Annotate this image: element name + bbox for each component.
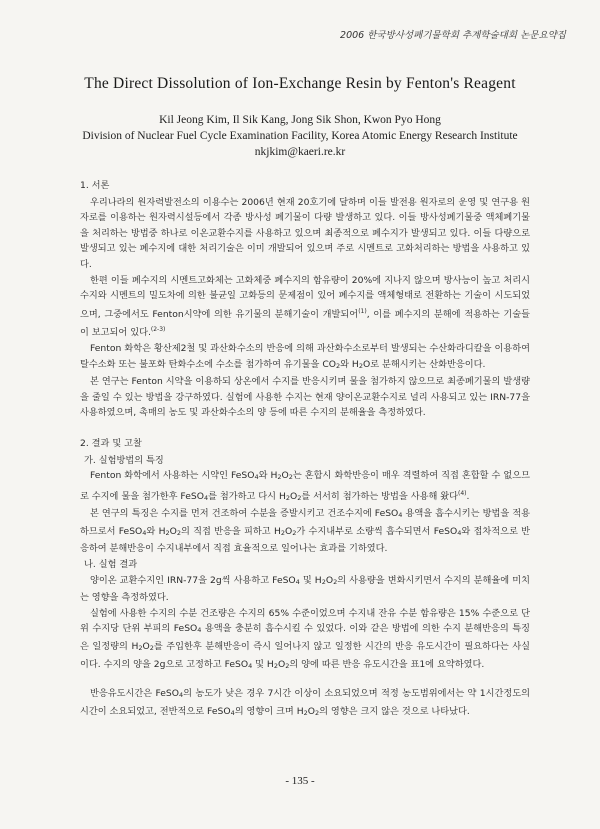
subscript: 2 xyxy=(315,708,320,717)
text-run: 반응유도시간은 FeSO xyxy=(90,688,179,700)
paragraph xyxy=(80,273,530,341)
text-run: 와 H xyxy=(146,525,166,537)
text-run: . xyxy=(466,490,470,502)
journal-header: 2006 한국방사성폐기물학회 추계학술대회 논문요약집 xyxy=(340,30,566,41)
text-run: Fenton 화학에서 사용하는 시약인 FeSO xyxy=(90,470,255,482)
section-heading: 1. 서론 xyxy=(80,180,110,191)
citation: (1) xyxy=(358,307,367,315)
text-run: O xyxy=(281,470,289,482)
subscript: 2 xyxy=(273,661,278,670)
text-run: 는 혼합시 화학반응이 매우 격렬하여 직접 혼합할 수 없으므로 수지에 물을 첨가한후 FeSO xyxy=(80,470,530,502)
section-heading: 2. 결과 및 고찰 xyxy=(80,437,142,449)
subscript: 2 xyxy=(176,528,181,537)
citation: (4) xyxy=(458,489,467,497)
subscript: 2 xyxy=(280,528,285,537)
section-introduction xyxy=(80,178,530,421)
text-run: 를 서서히 첨가하는 방법을 사용해 왔다 xyxy=(301,490,458,502)
subscript: 2 xyxy=(333,577,338,586)
text-run: O xyxy=(277,658,286,670)
text-run: 용액을 흡수시키는 방법을 적용하므로서 FeSO xyxy=(80,508,530,537)
subscript: 4 xyxy=(203,493,209,502)
citation: (2-3) xyxy=(150,326,166,334)
text-run: 양이온 교환수지인 IRN-77을 2g씩 사용하고 FeSO xyxy=(90,574,296,586)
text-run: 를 주입한후 분해반응이 즉시 일어나지 않고 일정한 시간의 반응 유도시간이 필요하다는 사실이다. 수지의 양을 2g으로 고정하고 FeSO xyxy=(80,641,530,670)
author-email: nkjkim@kaeri.re.kr xyxy=(254,146,346,158)
text-run: 및 H xyxy=(299,574,322,586)
subscript: 4 xyxy=(248,661,253,670)
subscript: 4 xyxy=(295,577,300,586)
subscript: 2 xyxy=(138,644,143,653)
subsection-heading: 가. 실험방법의 특징 xyxy=(84,454,164,466)
paragraph xyxy=(80,606,530,674)
subscript: 2 xyxy=(335,361,341,370)
section-results xyxy=(80,436,530,722)
subscript: 2 xyxy=(285,661,290,670)
paragraph: 본 연구는 Fenton 시약을 이용하되 상온에서 수지를 반응시키며 물을 첨가하지 않으므로 최종폐기물의 발생량을 줄일 수 있는 방법을 강구하였다. 실험에 사용한 수지는 현재 양이온교환수지로 널리 사용되고 있는 IRN-77을 사용하였으며, 촉매의 농도 및 과산화수소의 양 등에 따른 수지의 분해율을 측정하였다. xyxy=(80,376,530,419)
paper-body xyxy=(80,178,530,721)
text-run: 및 H xyxy=(252,658,274,670)
subscript: 4 xyxy=(230,708,235,717)
paragraph xyxy=(80,506,530,557)
subscript: 2 xyxy=(288,473,293,482)
text-run: O xyxy=(142,641,150,653)
subscript: 4 xyxy=(457,528,462,537)
subscript: 4 xyxy=(197,626,202,635)
page-number: - 135 - xyxy=(285,775,315,787)
text-run: O xyxy=(290,490,298,502)
paragraph: 우리나라의 원자력발전소의 이용수는 2006년 현재 20호기에 달하며 이들 발전용 원자로의 운영 및 연구용 원자로를 이용하는 원자력시설등에서 각종 방사성 폐기물이 다량 발생하고 있다. 이들 방사성폐기물중 액체폐기물을 처리하는 방법중 하나로 이온교환수지를 사용하고 있으며 최종적으로 폐수지가 발생되고 있다. 이들 다량으로 발생되고 있는 폐수지에 대한 처리기술은 이미 개발되어 있으며 주로 시멘트로 고화처리하는 방법을 사용하고 있다. xyxy=(80,196,530,270)
subscript: 2 xyxy=(285,493,291,502)
subscript: 2 xyxy=(321,577,326,586)
paragraph xyxy=(80,341,530,374)
subscript: 2 xyxy=(277,473,282,482)
subscript: 4 xyxy=(178,691,184,700)
text-run: 의 직접 반응을 피하고 H xyxy=(181,525,281,537)
text-run: 를 첨가하고 다시 H xyxy=(208,490,286,502)
subscript: 2 xyxy=(292,528,297,537)
paragraph xyxy=(80,573,530,606)
text-run: 의 양에 따른 반응 유도시간을 표1에 요약하였다. xyxy=(289,658,485,670)
paragraph xyxy=(80,686,530,721)
author-names: Kil Jeong Kim, Il Sik Kang, Jong Sik Shon, Kwon Pyo Hong xyxy=(159,114,441,126)
paper-title: The Direct Dissolution of Ion-Exchange Resin by Fenton's Reagent xyxy=(84,75,516,92)
text-run: 의 사용량을 변화시키면서 수지의 분해율에 미치는 영향을 측정하였다. xyxy=(80,574,530,604)
subscript: 4 xyxy=(142,528,147,537)
text-run: 와 접차적으로 반응하여 분해반응이 수지내부에서 직접 효율적으로 일어나는 효과를 기하였다. xyxy=(80,525,531,555)
text-run: O xyxy=(169,525,177,537)
subscript: 4 xyxy=(254,473,259,482)
subscript: 2 xyxy=(165,528,170,537)
subscript: 2 xyxy=(149,644,154,653)
affiliation: Division of Nuclear Fuel Cycle Examination Facility, Korea Atomic Energy Research Institute xyxy=(82,130,518,142)
text-run: 실험에 사용한 수지의 수분 건조량은 수지의 65% 수준이었으며 수지내 잔유 수분 함유량은 15% 수준으로 단위 수지당 단위 부피의 FeSO xyxy=(80,607,530,635)
subscript: 2 xyxy=(297,493,302,502)
author-block xyxy=(0,112,600,160)
text-run: O로 분해시키는 산화반응이다. xyxy=(362,358,486,370)
text-run: 한편 이들 폐수지의 시멘트고화체는 고화체중 폐수지의 함유량이 20%에 지나지 않으며 방사능이 높고 처리시 수지와 시멘트의 밀도차에 의한 불균일 고화등의 문제점이 있어 폐수지를 액체형태로 전환하는 기술이 시도되었으며, 그중에서도 Fenton시약에 의한 유기물의 분해기술이 개발되어 xyxy=(80,274,530,320)
text-run: 의 영향이 크며 H xyxy=(234,705,304,717)
text-run: 의 농도가 낮은 경우 7시간 이상이 소요되었으며 적정 농도범위에서는 약 1시간정도의 시간이 소요되었고, 전반적으로 FeSO xyxy=(80,688,530,717)
text-run: 와 H xyxy=(258,470,278,482)
text-run: 의 영향은 크지 않은 것으로 나타났다. xyxy=(319,705,470,717)
text-run: 본 연구의 특징은 수지를 먼저 건조하여 수분을 증발시키고 건조수지에 FeSO xyxy=(90,508,399,520)
paragraph xyxy=(80,468,530,506)
text-run: Fenton 화학은 황산제2철 및 과산화수소의 반응에 의해 과산화수소로부터 발생되는 수산화라디칼을 이용하여 탈수소화 또는 불포화 탄화수소에 수소를 첨가하여 유기물을 CO xyxy=(80,342,530,370)
text-run: O xyxy=(307,705,315,717)
text-run: O xyxy=(325,574,334,586)
subscript: 2 xyxy=(303,708,308,717)
subscript: 4 xyxy=(398,511,403,520)
text-run: 와 H xyxy=(340,358,359,370)
text-run: 용액을 충분히 흡수시킬 수 있었다. 이와 같은 방법에 의한 수지 분해반응의 특징은 일정량의 H xyxy=(80,623,530,653)
text-run: 가 수지내부로 소량씩 흡수되면서 FeSO xyxy=(296,525,458,537)
text-run: O xyxy=(285,525,293,537)
text-run: , 이를 폐수지의 분해에 적용하는 기술들이 보고되어 있다. xyxy=(80,308,531,339)
subscript: 2 xyxy=(358,361,363,370)
subsection-heading: 나. 실험 결과 xyxy=(84,559,138,571)
